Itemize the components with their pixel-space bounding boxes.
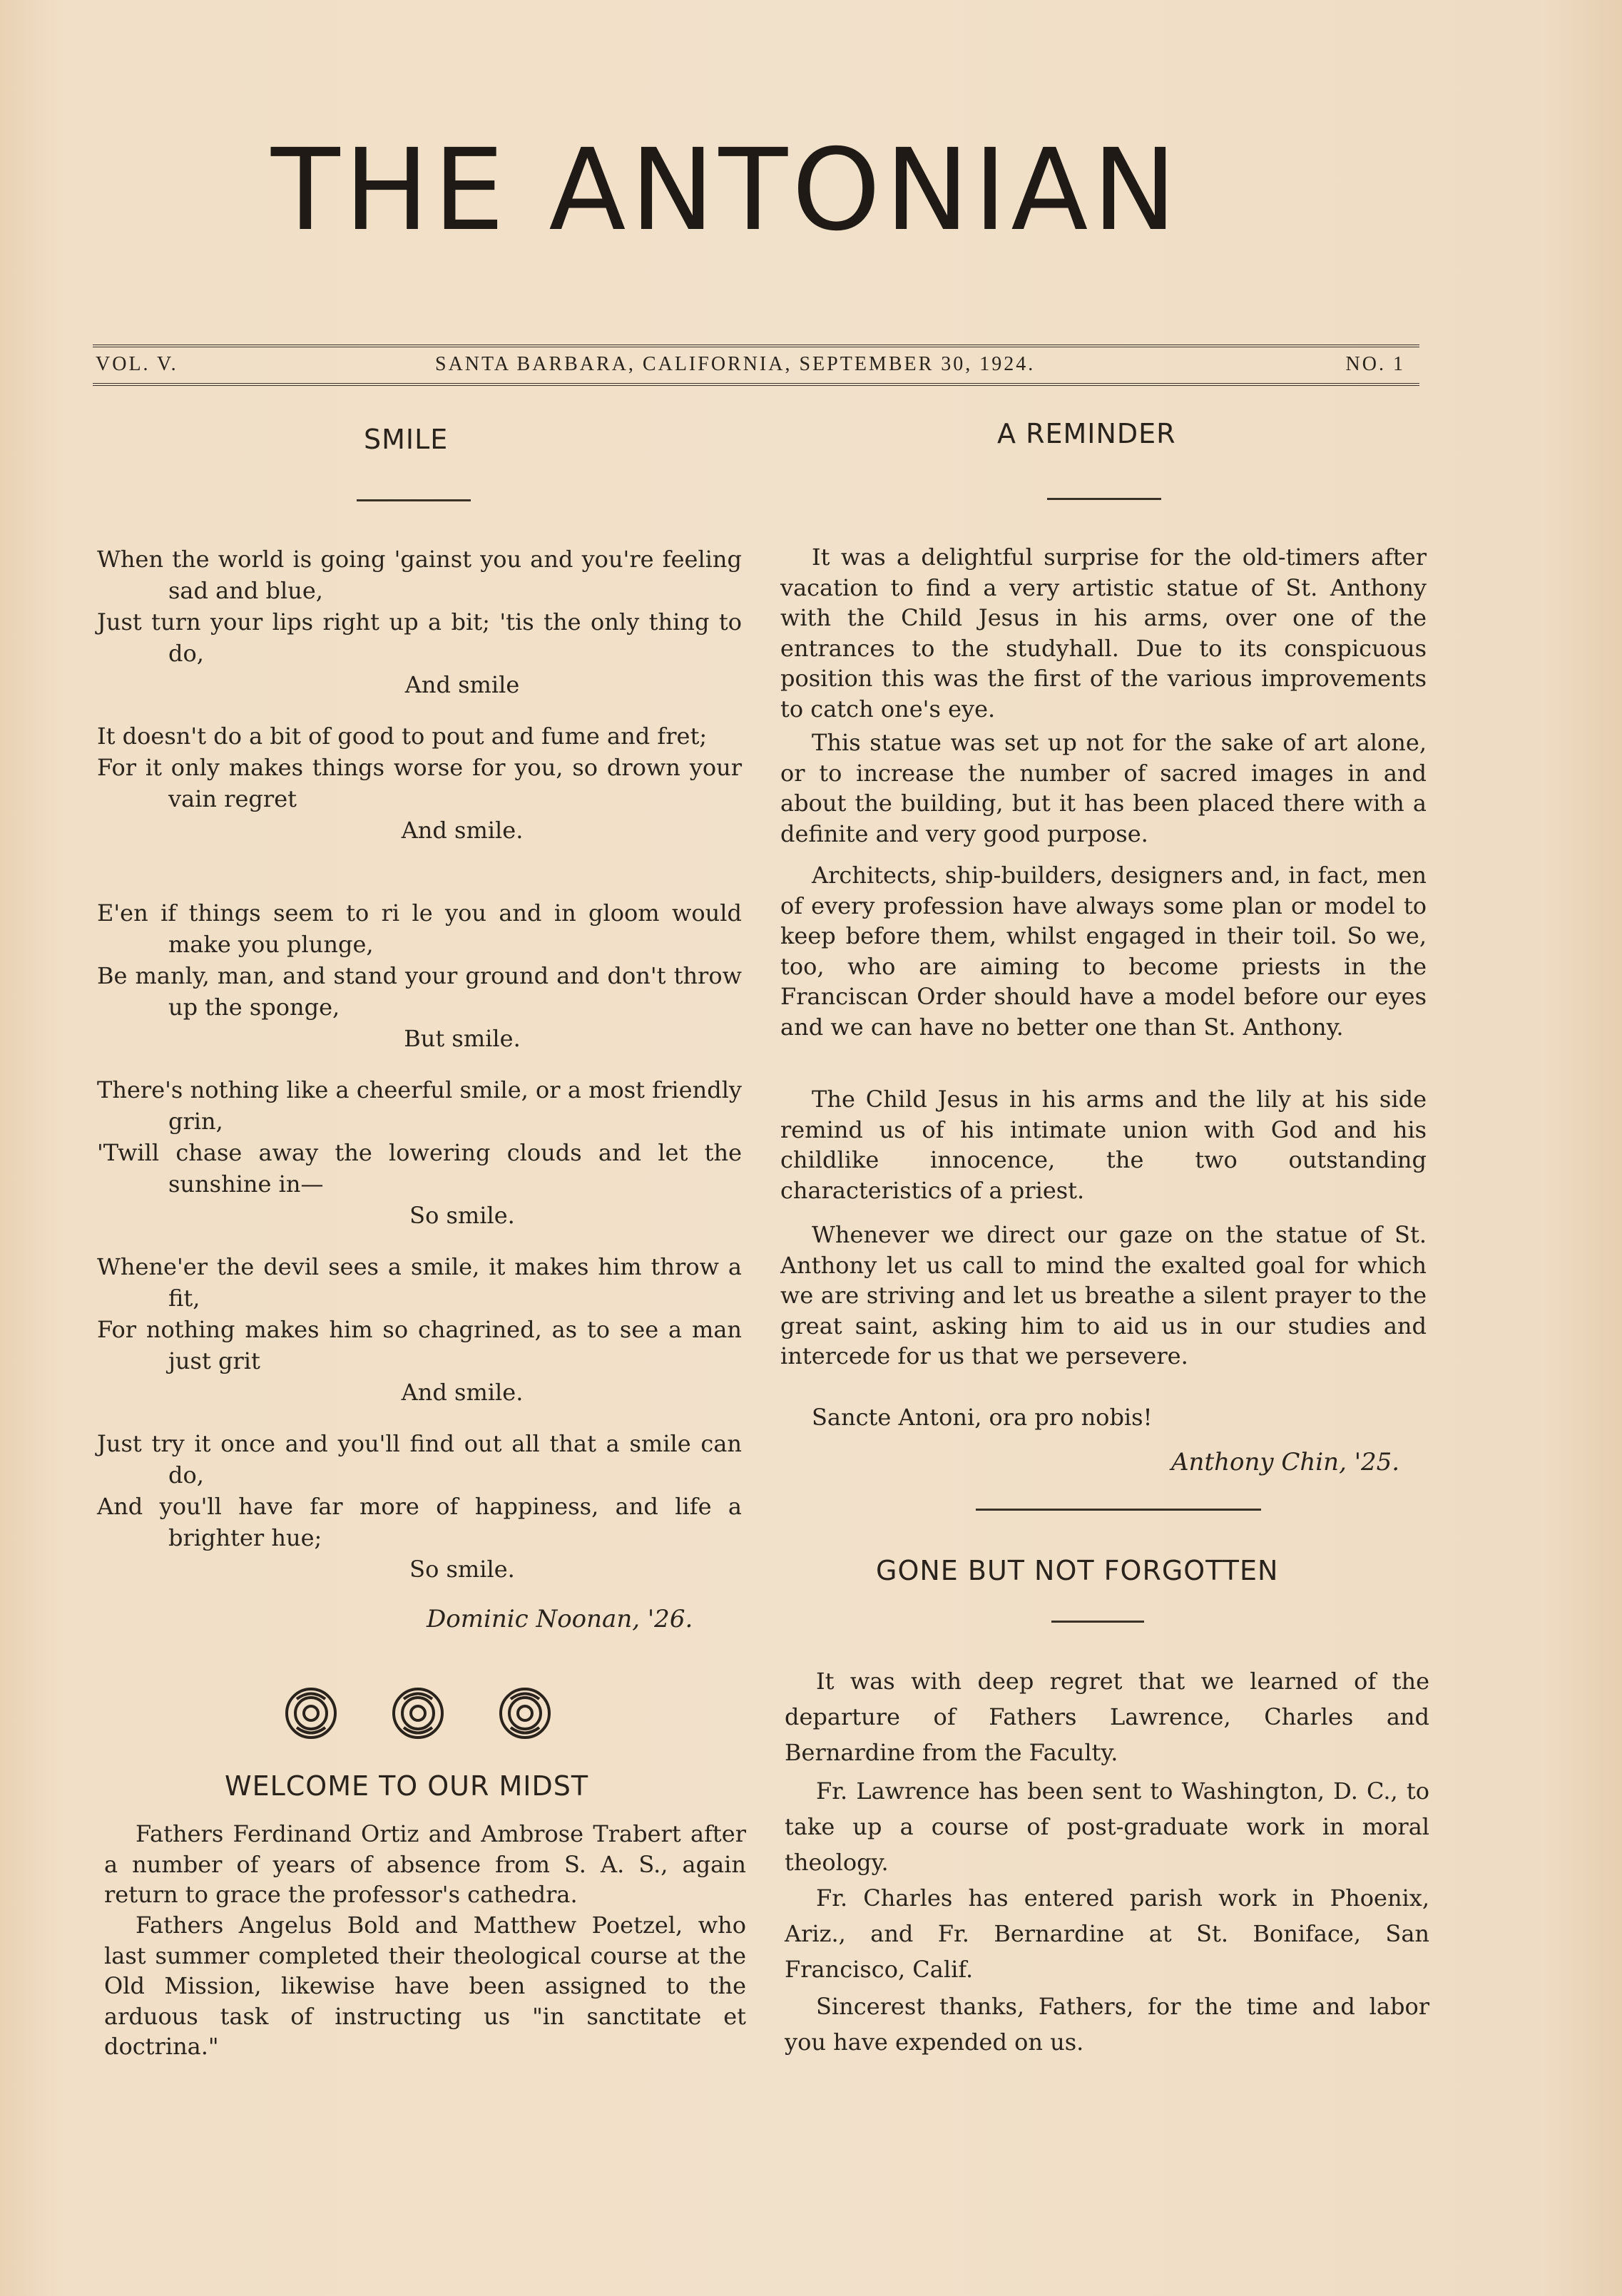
reminder-title-rule bbox=[1047, 498, 1161, 500]
poem-line: For nothing makes him so chagrined, as to see a man just grit bbox=[97, 1316, 742, 1374]
dateline bbox=[93, 345, 1419, 386]
poem-line: When the world is going 'gainst you and you're feeling sad and blue, bbox=[97, 546, 742, 604]
gone-paragraph: It was with deep regret that we learned of the departure of Fathers Lawrence, Charles and Bernardine from the Faculty. bbox=[785, 1668, 1429, 1766]
reminder-paragraph: This statue was set up not for the sake of art alone, or to increase the number of sacred images in and about the building, but it has been placed there with a definite and very good purpose. bbox=[780, 729, 1427, 847]
reminder-paragraph: Architects, ship-builders, designers and, in fact, men of every profession have always some plan or model to keep before them, whilst engaged in their toil. So we, too, who are aiming to become priests in the Franciscan Order should have a model before our eyes and we can have no better one than St. Anthony. bbox=[780, 862, 1427, 1041]
poem-line: 'Twill chase away the lowering clouds and let the sunshine in— bbox=[97, 1139, 742, 1198]
rose-ornament-icon bbox=[394, 1689, 442, 1738]
poem-line: For it only makes things worse for you, so drown your vain regret bbox=[97, 754, 742, 812]
reminder-paragraph: The Child Jesus in his arms and the lily at his side remind us of his intimate union with God and his childlike innocence, the two outstanding characteristics of a priest. bbox=[780, 1086, 1427, 1204]
reminder-paragraph: It was a delightful surprise for the old-timers after vacation to find a very artistic statue of St. Anthony with the Child Jesus in his arms, over one of the entrances to the studyhall. Due to its conspicuous position this was the first of the various improvements to catch one's eye. bbox=[780, 544, 1427, 723]
poem-refrain: So smile. bbox=[409, 1202, 515, 1229]
gone-paragraph: Sincerest thanks, Fathers, for the time and labor you have expended on us. bbox=[785, 1993, 1429, 2056]
rose-ornament-icon bbox=[287, 1689, 335, 1738]
poem-line: And you'll have far more of happiness, and life a brighter hue; bbox=[97, 1493, 742, 1551]
gone-title-rule bbox=[1051, 1621, 1144, 1623]
poem-line: Just try it once and you'll find out all that a smile can do, bbox=[97, 1430, 742, 1489]
poem-refrain: So smile. bbox=[409, 1556, 515, 1583]
gone-paragraph: Fr. Lawrence has been sent to Washington, D. C., to take up a course of post-graduate work in moral theology. bbox=[785, 1777, 1429, 1876]
reminder-paragraph: Sancte Antoni, ora pro nobis! bbox=[812, 1404, 1153, 1431]
gone-title: GONE BUT NOT FORGOTTEN bbox=[876, 1555, 1279, 1586]
welcome-title: WELCOME TO OUR MIDST bbox=[225, 1770, 589, 1802]
poem-refrain: And smile bbox=[404, 671, 520, 698]
poem-refrain: But smile. bbox=[404, 1025, 521, 1052]
welcome-paragraph: Fathers Angelus Bold and Matthew Poetzel, who last summer completed their theological course at the Old Mission, likewise have been assigned to the arduous task of instructing us "in sanctitate et doctrina." bbox=[104, 1912, 746, 2060]
poem-stanza bbox=[97, 1251, 742, 1408]
poem-stanza bbox=[97, 897, 742, 1054]
reminder-author: Anthony Chin, '25. bbox=[1171, 1448, 1400, 1476]
poem-line: Be manly, man, and stand your ground and don't throw up the sponge, bbox=[97, 962, 742, 1021]
poem-line: Just turn your lips right up a bit; 'tis the only thing to do, bbox=[97, 608, 742, 667]
volume-label: VOL. V. bbox=[96, 353, 178, 375]
poem-stanza bbox=[97, 720, 742, 846]
reminder-paragraph: Whenever we direct our gaze on the statue of St. Anthony let us call to mind the exalted goal for which we are striving and let us breathe a silent prayer to the great saint, asking him to aid us in our studies and intercede for us that we persevere. bbox=[780, 1221, 1427, 1369]
poem-refrain: And smile. bbox=[401, 817, 524, 844]
welcome-paragraph: Fathers Ferdinand Ortiz and Ambrose Trabert after a number of years of absence from S. A. S., again return to grace the professor's cathedra. bbox=[104, 1820, 746, 1908]
gone-paragraph: Fr. Charles has entered parish work in Phoenix, Ariz., and Fr. Bernardine at St. Boniface, San Francisco, Calif. bbox=[785, 1884, 1429, 1983]
rose-ornament-icon bbox=[275, 1685, 561, 1742]
poem-refrain: And smile. bbox=[401, 1379, 524, 1406]
reminder-title: A REMINDER bbox=[997, 418, 1176, 449]
poem-line: E'en if things seem to ri le you and in gloom would make you plunge, bbox=[97, 899, 742, 958]
poem-stanza bbox=[97, 544, 742, 700]
masthead-title: THE ANTONIAN bbox=[271, 125, 1181, 256]
issue-number: NO. 1 bbox=[1345, 353, 1405, 375]
smile-title: SMILE bbox=[364, 424, 449, 455]
place-date: SANTA BARBARA, CALIFORNIA, SEPTEMBER 30, 1924. bbox=[435, 353, 1036, 375]
section-divider bbox=[976, 1509, 1261, 1511]
poem-stanza bbox=[97, 1428, 742, 1585]
smile-title-rule bbox=[357, 499, 471, 501]
poem-line: Whene'er the devil sees a smile, it makes him throw a fit, bbox=[97, 1253, 742, 1312]
rose-ornament-icon bbox=[501, 1689, 549, 1738]
poem-stanza bbox=[97, 1074, 742, 1231]
poem-line: It doesn't do a bit of good to pout and fume and fret; bbox=[97, 723, 708, 750]
smile-author: Dominic Noonan, '26. bbox=[427, 1605, 693, 1633]
poem-line: There's nothing like a cheerful smile, or a most friendly grin, bbox=[97, 1076, 742, 1135]
